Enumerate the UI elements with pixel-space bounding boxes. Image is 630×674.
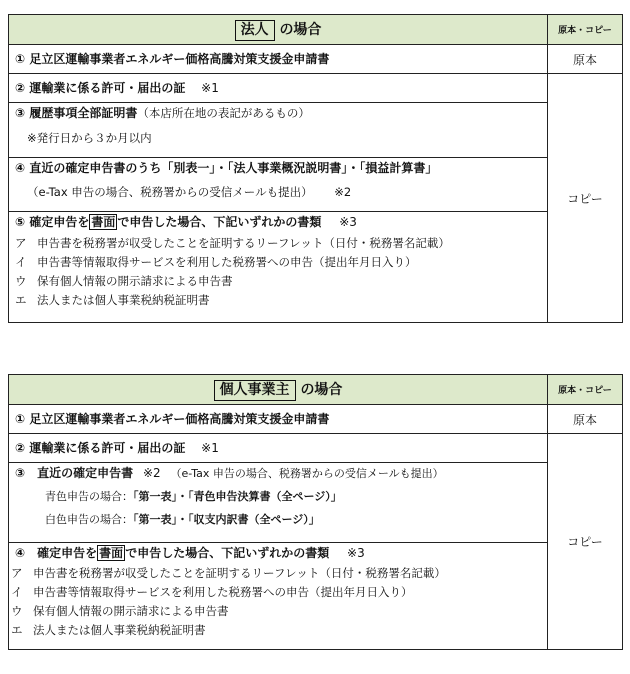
sole-header-suffix: の場合	[300, 381, 343, 398]
sole-original-label: 原本	[548, 405, 623, 434]
corporation-list-item: ウ 保有個人情報の開示請求による申告書	[15, 274, 233, 288]
sole-item-4-post: で申告した場合、下記いずれかの書類	[125, 546, 330, 560]
sole-header-original-copy: 原本・コピー	[548, 375, 623, 405]
sole-item-1: ① 足立区運輸事業者エネルギー価格高騰対策支援金申請書	[15, 411, 330, 426]
corporation-row-3	[9, 103, 623, 158]
sole-row-4	[9, 543, 623, 650]
corporation-item-5-note: ※3	[339, 215, 357, 229]
sole-row-3	[9, 463, 623, 543]
corporation-item-4-note: ※2	[334, 185, 352, 199]
corporation-table	[8, 14, 623, 323]
sole-header-title	[9, 375, 548, 405]
sole-list-item: エ 法人または個人事業税納税証明書	[11, 623, 206, 637]
corporation-item-4-sub: （e-Tax 申告の場合、税務署からの受信メールも提出）	[27, 185, 313, 199]
sole-row-1	[9, 405, 623, 434]
corporation-header-suffix: の場合	[279, 21, 322, 38]
corporation-header-title	[9, 15, 548, 45]
sole-white-docs: 「第一表」・「収支内訳書（全ページ）」	[133, 513, 320, 526]
sole-white-label: 白色申告の場合：	[45, 513, 133, 526]
sole-item-3-paren: （e-Tax 申告の場合、税務署からの受信メールも提出）	[170, 467, 444, 480]
sole-list-item: ア 申告書を税務署が収受したことを証明するリーフレット（日付・税務署名記載）	[11, 566, 446, 580]
corporation-list-item: ア 申告書を税務署が収受したことを証明するリーフレット（日付・税務署名記載）	[15, 236, 450, 250]
corporation-item-5-post: で申告した場合、下記いずれかの書類	[117, 215, 322, 229]
sole-header-boxed: 個人事業主	[214, 380, 296, 401]
corporation-copy-label: コピー	[548, 74, 623, 323]
sole-blue-docs: 「第一表」・「青色申告決算書（全ページ）」	[133, 490, 342, 503]
corporation-row-4	[9, 158, 623, 212]
sole-item-3: ③ 直近の確定申告書	[15, 466, 134, 480]
corporation-item-3: ③ 履歴事項全部証明書	[15, 106, 138, 120]
sole-row-2	[9, 434, 623, 463]
corporation-item-4: ④ 直近の確定申告書のうち「別表一」・「法人事業概況説明書」・「損益計算書」	[15, 161, 438, 175]
corporation-header-original-copy: 原本・コピー	[548, 15, 623, 45]
sole-item-2-note: ※1	[201, 440, 219, 455]
corporation-original-label: 原本	[548, 45, 623, 74]
corporation-list-item: エ 法人または個人事業税納税証明書	[15, 293, 210, 307]
sole-item-4-note: ※3	[347, 546, 365, 560]
sole-item-2: ② 運輸業に係る許可・届出の証	[15, 440, 186, 455]
sole-header-row	[9, 375, 623, 405]
sole-list-item: ウ 保有個人情報の開示請求による申告書	[11, 604, 229, 618]
corporation-header-row	[9, 15, 623, 45]
corporation-item-3-sub: ※発行日から３か月以内	[27, 131, 152, 145]
sole-item-4-pre: ④ 確定申告を	[15, 546, 98, 560]
corporation-item-2-note: ※1	[201, 80, 219, 95]
sole-proprietor-table	[8, 374, 623, 650]
sole-list-item: イ 申告書等情報取得サービスを利用した税務署への申告（提出年月日入り）	[11, 585, 413, 599]
corporation-header-boxed: 法人	[235, 20, 275, 41]
corporation-row-2	[9, 74, 623, 103]
corporation-item-5-boxed: 書面	[91, 215, 116, 229]
corporation-list-item: イ 申告書等情報取得サービスを利用した税務署への申告（提出年月日入り）	[15, 255, 417, 269]
sole-blue-label: 青色申告の場合：	[45, 490, 133, 503]
corporation-item-2: ② 運輸業に係る許可・届出の証	[15, 80, 186, 95]
sole-item-4-boxed: 書面	[99, 546, 124, 560]
corporation-row-1	[9, 45, 623, 74]
sole-item-3-note: ※2	[143, 466, 161, 480]
corporation-item-1: ① 足立区運輸事業者エネルギー価格高騰対策支援金申請書	[15, 51, 330, 66]
corporation-row-5	[9, 212, 623, 323]
sole-copy-label: コピー	[548, 434, 623, 650]
corporation-item-5-pre: ⑤ 確定申告を	[15, 215, 90, 229]
corporation-item-3-paren: （本店所在地の表記があるもの）	[137, 106, 310, 120]
